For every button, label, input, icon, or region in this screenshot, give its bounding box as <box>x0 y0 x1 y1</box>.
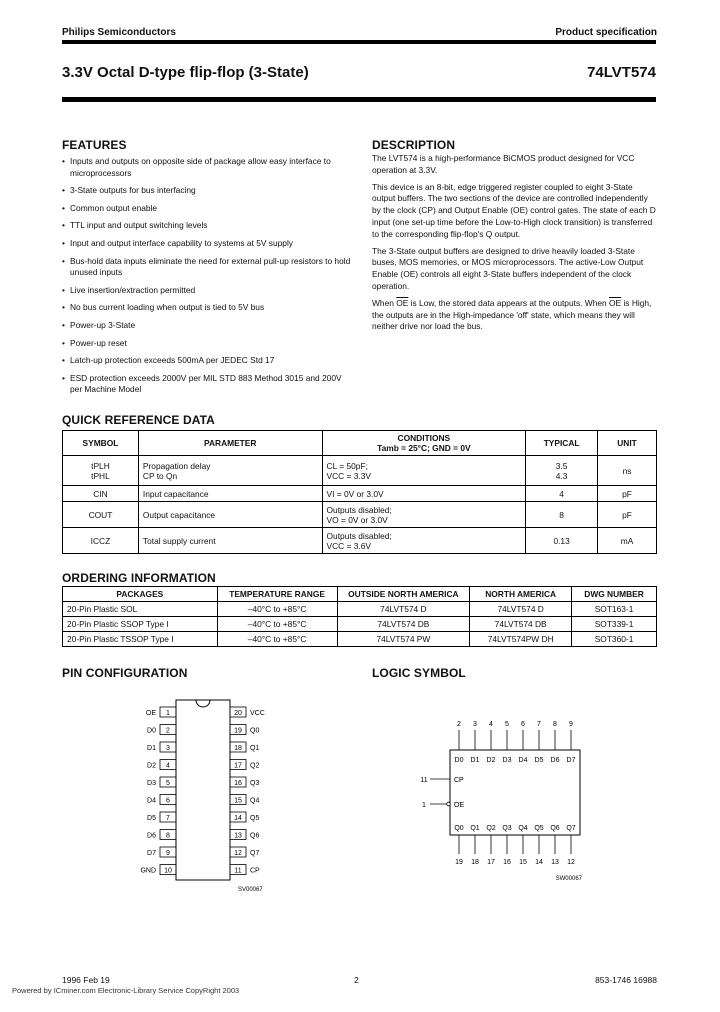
pin-number: 12 <box>234 850 242 857</box>
feature-item <box>62 355 352 367</box>
logic-pin-number: 9 <box>569 721 573 728</box>
feature-item <box>62 238 352 250</box>
logic-d-label: D2 <box>486 757 496 764</box>
pin-label: D0 <box>147 727 156 735</box>
table-row <box>63 617 657 632</box>
feature-text: ESD protection exceeds 2000V per MIL STD 883 Method 3015 and 200V per Machine Model <box>70 372 342 395</box>
pin-number: 5 <box>166 780 170 787</box>
feature-text: Latch-up protection exceeds 500mA per JEDEC Std 17 <box>70 355 275 366</box>
pin-label: CP <box>250 867 260 875</box>
ordering-cell: 20-Pin Plastic SSOP Type I <box>63 617 218 632</box>
quick-ref-table <box>62 430 657 554</box>
figure-code: SW00067 <box>555 876 582 882</box>
logic-cp-label: CP <box>454 777 464 784</box>
qr-typical: 4 <box>526 486 598 502</box>
ordering-cell: 74LVT574 D <box>337 602 470 617</box>
logic-q-label: Q1 <box>470 825 480 832</box>
description-p4: When $\overline{OE}$ is Low, the stored data appears at the outputs. When $\overline{OE}$ is High, the outputs are in the High-impedance 'off' state, which means they will neither drive nor load the bus. <box>372 297 652 332</box>
logic-q-label: Q5 <box>534 825 544 832</box>
logic-pin-number: 14 <box>535 859 543 866</box>
description-p2: This device is an 8-bit, edge triggered register coupled to eight 3-State output buffers. The two sections of the device are controlled independently by the clock (CP) and Output Enable (OE) control gates. The state of each D input (one set-up time before the Low-to-High clock transition) is transferred to the corresponding flip-flop's Q output. <box>372 181 656 239</box>
pin-config-diagram <box>120 695 280 900</box>
ordering-cell: SOT163-1 <box>572 602 657 617</box>
ordering-header: PACKAGES <box>63 587 218 602</box>
feature-text: 3-State outputs for bus interfacing <box>70 185 196 196</box>
pin-label: Q6 <box>250 832 260 840</box>
pin-number: 10 <box>164 867 172 875</box>
pin-number: 13 <box>234 832 242 840</box>
logic-oe-label: OE <box>454 802 465 809</box>
logic-pin-number: 11 <box>420 777 428 784</box>
bullet-icon: • <box>62 319 65 330</box>
qr-conditions: Outputs disabled; VO = 0V or 3.0V <box>322 502 526 528</box>
logic-q-label: Q0 <box>454 825 464 832</box>
qr-header-typical: TYPICAL <box>526 431 598 456</box>
ordering-cell: 74LVT574 DB <box>337 617 470 632</box>
qr-parameter: Propagation delay CP to Qn <box>138 456 322 486</box>
logic-symbol-diagram <box>410 712 600 882</box>
qr-header-symbol: SYMBOL <box>63 431 139 456</box>
ordering-header: TEMPERATURE RANGE <box>217 587 337 602</box>
logic-pin-number: 6 <box>521 721 525 728</box>
logic-pin-number: 15 <box>519 859 527 866</box>
logic-d-label: D5 <box>534 757 544 764</box>
ordering-cell: 74LVT574 DB <box>470 617 572 632</box>
qr-typical: 0.13 <box>526 528 598 554</box>
part-number: 74LVT574 <box>587 64 656 81</box>
feature-item <box>62 256 352 279</box>
pin-label: Q5 <box>250 815 260 822</box>
logic-q-label: Q4 <box>518 825 528 832</box>
pin-number: 15 <box>234 797 242 805</box>
feature-text: Live insertion/extraction permitted <box>70 284 196 295</box>
qr-parameter: Total supply current <box>138 528 322 554</box>
footer-docnum: 853-1746 16988 <box>595 975 657 985</box>
logic-d-label: D6 <box>550 757 560 764</box>
feature-item <box>62 285 352 297</box>
ordering-cell: –40°C to +85°C <box>217 602 337 617</box>
pin-label: D4 <box>147 797 156 805</box>
pin-number: 19 <box>234 727 242 735</box>
logic-pin-number: 1 <box>422 802 426 809</box>
pin-label: GND <box>140 867 156 875</box>
qr-unit: pF <box>598 502 657 528</box>
qr-header-conditions: CONDITIONS Tamb = 25°C; GND = 0V <box>322 431 526 456</box>
qr-typical: 8 <box>526 502 598 528</box>
ordering-table <box>62 586 657 647</box>
logic-d-label: D3 <box>502 757 512 764</box>
ordering-heading: ORDERING INFORMATION <box>62 571 216 585</box>
ordering-cell: 20-Pin Plastic SOL <box>63 602 218 617</box>
pin-number: 2 <box>166 727 170 735</box>
bullet-icon: • <box>62 337 65 348</box>
feature-item <box>62 338 352 350</box>
table-row <box>63 502 657 528</box>
qr-symbol: COUT <box>63 502 139 528</box>
table-row <box>63 528 657 554</box>
inversion-bubble-icon <box>447 802 451 806</box>
table-row <box>63 632 657 647</box>
logic-pin-number: 18 <box>471 859 479 866</box>
qr-symbol: CIN <box>63 486 139 502</box>
pin-number: 6 <box>166 797 170 805</box>
ordering-cell: 20-Pin Plastic TSSOP Type I <box>63 632 218 647</box>
table-row <box>63 602 657 617</box>
pin-label: D3 <box>147 780 156 787</box>
ordering-cell: 74LVT574PW DH <box>470 632 572 647</box>
pin-config-heading: PIN CONFIGURATION <box>62 666 188 680</box>
logic-pin-number: 12 <box>567 859 575 866</box>
ordering-cell: 74LVT574 D <box>470 602 572 617</box>
description-body <box>372 153 657 338</box>
logic-pin-number: 19 <box>455 859 463 866</box>
ordering-cell: –40°C to +85°C <box>217 617 337 632</box>
feature-text: Power-up reset <box>70 337 127 348</box>
feature-text: Bus-hold data inputs eliminate the need for external pull-up resistors to hold unused inputs <box>70 255 351 278</box>
feature-text: Power-up 3-State <box>70 319 136 330</box>
logic-pin-number: 7 <box>537 721 541 728</box>
pin-label: Q4 <box>250 797 260 805</box>
pin-number: 1 <box>166 710 170 717</box>
logic-q-label: Q7 <box>566 825 576 832</box>
ordering-cell: –40°C to +85°C <box>217 632 337 647</box>
feature-text: Inputs and outputs on opposite side of package allow easy interface to microprocessors <box>70 156 331 178</box>
ordering-header: DWG NUMBER <box>572 587 657 602</box>
feature-item <box>62 203 352 215</box>
quick-ref-heading: QUICK REFERENCE DATA <box>62 413 215 427</box>
table-row <box>63 486 657 502</box>
pin-number: 3 <box>166 745 170 752</box>
pin-label: Q0 <box>250 727 260 735</box>
description-heading: DESCRIPTION <box>372 138 456 152</box>
pin-label: Q2 <box>250 762 260 770</box>
footer-date: 1996 Feb 19 <box>62 975 110 985</box>
logic-pin-number: 4 <box>489 721 493 728</box>
feature-item <box>62 302 352 314</box>
bullet-icon: • <box>62 185 65 196</box>
feature-item <box>62 373 352 396</box>
ordering-cell: SOT339-1 <box>572 617 657 632</box>
pin-label: D2 <box>147 762 156 770</box>
logic-pin-number: 2 <box>457 721 461 728</box>
qr-parameter: Output capacitance <box>138 502 322 528</box>
feature-text: TTL input and output switching levels <box>70 220 208 231</box>
footer-watermark: Powered by ICminer.com Electronic-Library Service CopyRight 2003 <box>12 986 240 995</box>
feature-text: Input and output interface capability to systems at 5V supply <box>70 237 293 248</box>
logic-pin-number: 16 <box>503 859 511 866</box>
pin-number: 4 <box>166 762 170 770</box>
pin-label: Q3 <box>250 780 260 787</box>
logic-pin-number: 8 <box>553 721 557 728</box>
company-name: Philips Semiconductors <box>62 27 176 38</box>
logic-pin-number: 13 <box>551 859 559 866</box>
qr-parameter: Input capacitance <box>138 486 322 502</box>
doc-type: Product specification <box>555 27 657 38</box>
logic-q-label: Q2 <box>486 825 496 832</box>
qr-header-unit: UNIT <box>598 431 657 456</box>
logic-d-label: D7 <box>566 757 576 764</box>
ordering-header: OUTSIDE NORTH AMERICA <box>337 587 470 602</box>
feature-text: No bus current loading when output is tied to 5V bus <box>70 302 265 313</box>
qr-conditions: Outputs disabled; VCC = 3.6V <box>322 528 526 554</box>
pin-label: OE <box>145 710 156 717</box>
top-rule <box>62 40 656 44</box>
qr-conditions: VI = 0V or 3.0V <box>322 486 526 502</box>
logic-pin-number: 3 <box>473 721 477 728</box>
qr-unit: mA <box>598 528 657 554</box>
description-p3: The 3-State output buffers are designed to drive heavily loaded 3-State buses, MOS memories, or MOS microprocessors. The active-Low Output Enable (OE) controls all eight 3-State buffers independent of the clock operation. <box>372 245 644 291</box>
feature-item <box>62 320 352 332</box>
qr-symbol: tPLH tPHL <box>63 456 139 486</box>
feature-text: Common output enable <box>70 202 158 213</box>
pin-number: 16 <box>234 780 242 787</box>
qr-unit: pF <box>598 486 657 502</box>
bullet-icon: • <box>62 202 65 213</box>
logic-d-label: D4 <box>518 757 528 764</box>
bullet-icon: • <box>62 284 65 295</box>
logic-pin-number: 17 <box>487 859 495 866</box>
footer-page: 2 <box>354 975 359 985</box>
qr-symbol: ICCZ <box>63 528 139 554</box>
ordering-cell: 74LVT574 PW <box>337 632 470 647</box>
qr-header-parameter: PARAMETER <box>138 431 322 456</box>
pin-number: 17 <box>234 762 242 770</box>
bullet-icon: • <box>62 302 65 313</box>
pin-number: 11 <box>234 867 242 875</box>
features-heading: FEATURES <box>62 138 127 152</box>
figure-code: SV00067 <box>238 887 263 893</box>
table-row <box>63 456 657 486</box>
feature-item <box>62 220 352 232</box>
title-rule <box>62 97 656 102</box>
bullet-icon: • <box>62 237 65 248</box>
pin-number: 18 <box>234 745 242 752</box>
feature-item <box>62 185 352 197</box>
pin-label: VCC <box>250 710 265 717</box>
logic-d-label: D0 <box>454 757 464 764</box>
bullet-icon: • <box>62 372 65 383</box>
feature-item <box>62 156 352 179</box>
pin-label: D7 <box>147 850 156 857</box>
logic-d-label: D1 <box>470 757 480 764</box>
pin-label: D1 <box>147 745 156 752</box>
qr-typical: 3.5 4.3 <box>526 456 598 486</box>
pin-label: Q1 <box>250 745 260 752</box>
pin-number: 7 <box>166 815 170 822</box>
qr-unit: ns <box>598 456 657 486</box>
pin-number: 14 <box>234 815 242 822</box>
pin-label: Q7 <box>250 850 260 857</box>
bullet-icon: • <box>62 355 65 366</box>
pin-label: D5 <box>147 815 156 822</box>
bullet-icon: • <box>62 255 65 266</box>
page-title: 3.3V Octal D-type flip-flop (3-State) <box>62 64 309 81</box>
pin-label: D6 <box>147 832 156 840</box>
pin-number: 9 <box>166 850 170 857</box>
logic-q-label: Q6 <box>550 825 560 832</box>
bullet-icon: • <box>62 156 65 166</box>
bullet-icon: • <box>62 220 65 231</box>
pin-number: 20 <box>234 710 242 717</box>
logic-symbol-heading: LOGIC SYMBOL <box>372 666 466 680</box>
description-p1: The LVT574 is a high-performance BiCMOS product designed for VCC operation at 3.3V. <box>372 153 635 175</box>
pin-number: 8 <box>166 832 170 840</box>
logic-q-label: Q3 <box>502 825 512 832</box>
ordering-header: NORTH AMERICA <box>470 587 572 602</box>
qr-conditions: CL = 50pF; VCC = 3.3V <box>322 456 526 486</box>
features-list <box>62 156 352 402</box>
ordering-cell: SOT360-1 <box>572 632 657 647</box>
logic-pin-number: 5 <box>505 721 509 728</box>
